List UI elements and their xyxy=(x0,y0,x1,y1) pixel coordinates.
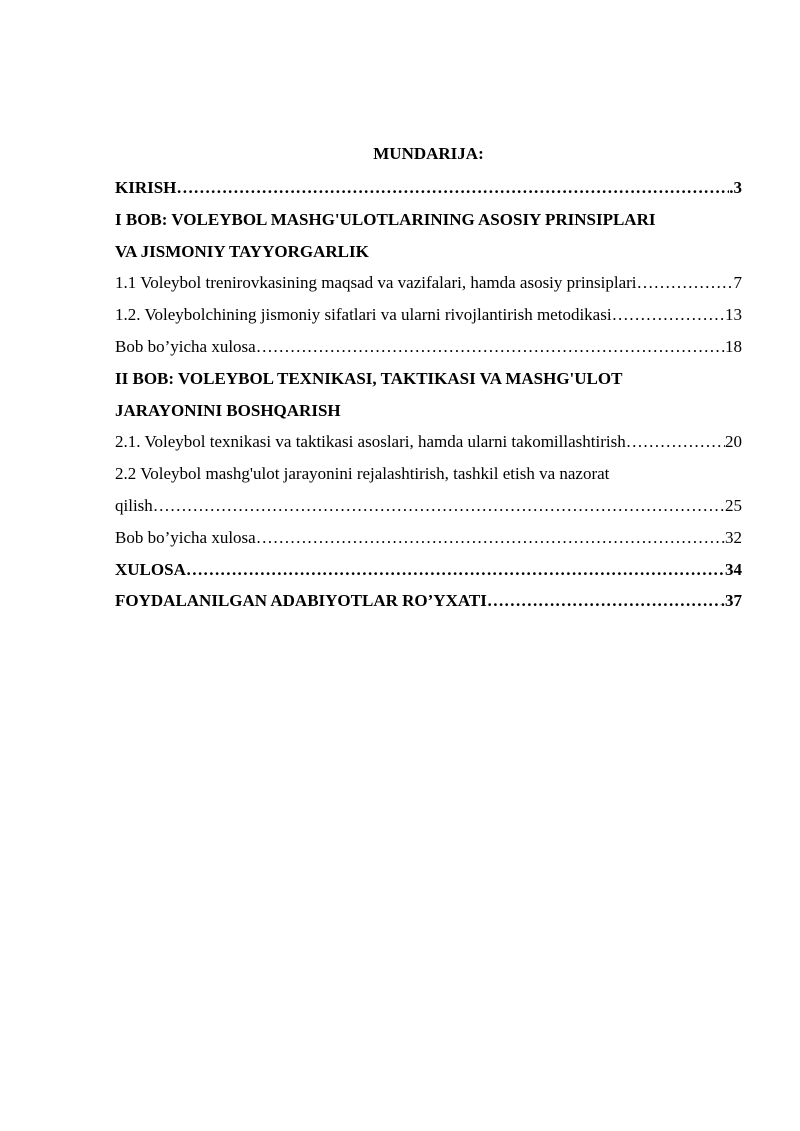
chapter-2-title-line-2: JARAYONINI BOSHQARISH xyxy=(115,400,341,420)
toc-entry-label: 1.2. Voleybolchining jismoniy sifatlari va ularni rivojlantirish metodikasi xyxy=(115,305,612,325)
dot-leader xyxy=(256,522,725,554)
dot-leader xyxy=(186,554,725,586)
toc-page-number: 13 xyxy=(725,305,742,325)
dot-leader xyxy=(153,490,725,522)
toc-page-number: 25 xyxy=(725,495,742,515)
toc-entry-summary-1 xyxy=(115,331,742,363)
toc-entry-label: FOYDALANILGAN ADABIYOTLAR RO’YXATI xyxy=(115,591,487,611)
toc-entry-label: Bob bo’yicha xulosa xyxy=(115,336,256,356)
toc-page-number: .37 xyxy=(720,591,742,611)
dot-leader xyxy=(612,299,725,331)
chapter-1-title-line-1: I BOB: VOLEYBOL MASHG'ULOTLARINING ASOSIY PRINSIPLARI xyxy=(115,209,656,229)
toc-entry-label: Bob bo’yicha xulosa xyxy=(115,527,256,547)
dot-leader xyxy=(176,172,729,204)
toc-entry-xulosa xyxy=(115,554,742,586)
toc-page-number: 34 xyxy=(725,559,742,579)
toc-title: MUNDARIJA: xyxy=(373,144,484,163)
toc-entry-label: qilish xyxy=(115,495,153,515)
dot-leader xyxy=(256,331,725,363)
toc-page-number: 7 xyxy=(733,273,742,293)
toc-entry-kirish xyxy=(115,172,742,204)
toc-entry-summary-2 xyxy=(115,522,742,554)
toc-entry-label: 1.1 Voleybol trenirovkasining maqsad va vazifalari, hamda asosiy prinsiplari xyxy=(115,273,637,293)
toc-page-number: 32 xyxy=(725,527,742,547)
toc-entry-1-2 xyxy=(115,299,742,331)
toc-entry-1-1 xyxy=(115,267,742,299)
toc-page-number: 18 xyxy=(725,336,742,356)
toc-entry-label: XULOSA xyxy=(115,559,186,579)
chapter-2-title-line-1: II BOB: VOLEYBOL TEXNIKASI, TAKTIKASI VA MASHG'ULOT xyxy=(115,368,623,388)
toc-entry-label: KIRISH xyxy=(115,178,177,197)
toc-entry-2-2-line-1: 2.2 Voleybol mashg'ulot jarayonini rejalashtirish, tashkil etish va nazorat xyxy=(115,464,610,484)
table-of-contents xyxy=(115,142,742,617)
toc-page-number: .3 xyxy=(729,178,742,197)
toc-entry-label: 2.1. Voleybol texnikasi va taktikasi asoslari, hamda ularni takomillashtirish xyxy=(115,432,626,452)
toc-entry-2-2 xyxy=(115,490,742,522)
chapter-1-title-line-2: VA JISMONIY TAYYORGARLIK xyxy=(115,241,369,261)
toc-entry-references xyxy=(115,585,742,617)
toc-page-number: 20 xyxy=(725,432,742,452)
dot-leader xyxy=(637,267,734,299)
toc-entry-2-1 xyxy=(115,426,742,458)
dot-leader xyxy=(487,585,721,617)
dot-leader xyxy=(626,426,725,458)
